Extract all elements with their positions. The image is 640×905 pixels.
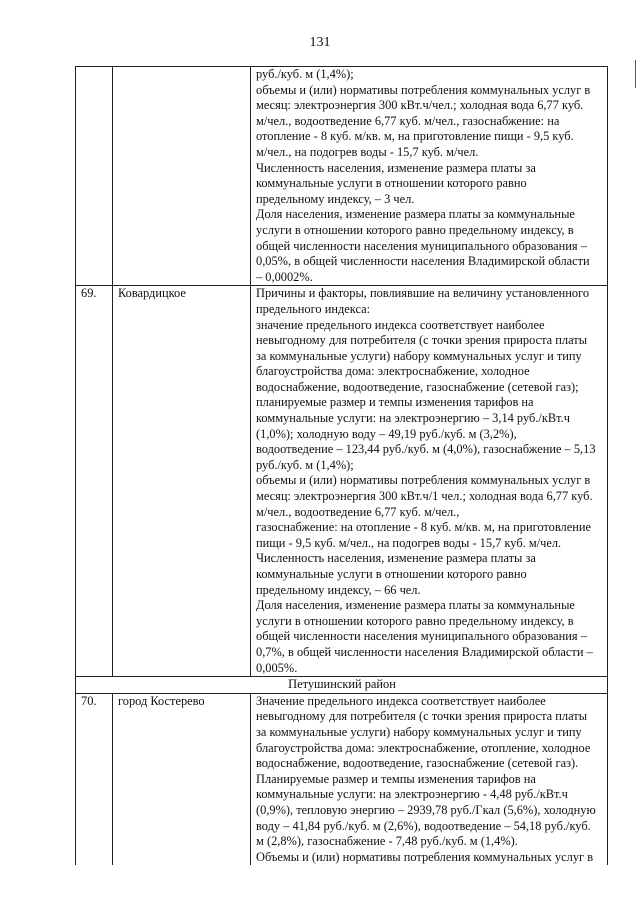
text-line: благоустройства дома: электроснабжение, холодное [256,364,530,379]
section-title: Петушинский район [76,677,608,694]
text-line: коммунальные услуги: на электроэнергию - 4,48 руб./кВт.ч [256,787,568,802]
text-line: м/чел., на подогрев воды - 15,7 куб. м/чел. [256,144,479,159]
text-line: месяц: электроэнергия 300 кВт.ч/чел.; холодная вода 6,77 куб. [256,98,584,113]
text-line: за коммунальные услуги) набору коммунальных услуг и типу [256,724,582,739]
text-line: предельного индекса: [256,301,371,316]
municipality-name: город Костерево [113,693,251,865]
text-line: предельному индексу, – 3 чел. [256,191,415,206]
text-line: (0,9%), тепловую энергию – 2939,78 руб./Гкал (5,6%), холодную [256,802,596,817]
text-line: Объемы и (или) нормативы потребления коммунальных услуг в [256,849,594,864]
text-line: Значение предельного индекса соответствует наиболее [256,693,546,708]
municipality-name: Ковардицкое [113,286,251,677]
text-line: Численность населения, изменение размера платы за [256,551,536,566]
text-line: коммунальные услуги в отношении которого равно [256,567,527,581]
text-line: м/чел., водоотведение 6,77 куб. м/чел., [256,504,460,519]
text-line: водоснабжение, водоотведение, газоснабжение (сетевой газ); [256,379,579,394]
text-line: Планируемые размер и темпы изменения тарифов на [256,771,536,786]
text-line: планируемые размер и темпы изменения тарифов на [256,395,534,410]
text-line: за коммунальные услуги) набору коммунальных услуг и типу [256,348,582,363]
text-line: м/чел., водоотведение 6,77 куб. м/чел., газоснабжение: на [256,113,560,128]
text-line: общей численности населения муниципального образования – [256,238,587,253]
tariff-table [75,66,608,865]
text-line: руб./куб. м (1,4%); [256,67,354,81]
text-line: Доля населения, изменение размера платы за коммунальные [256,598,575,613]
text-line: 0,05%, в общей численности населения Владимирской области [256,254,590,269]
text-line: месяц: электроэнергия 300 кВт.ч/1 чел.; холодная вода 6,77 куб. [256,489,593,504]
text-line: объемы и (или) нормативы потребления коммунальных услуг в [256,82,591,97]
page-number: 131 [309,35,331,50]
margin-mark [635,60,636,88]
text-line: невыгодному для потребителя (с точки зрения прироста платы [256,333,588,348]
row-description [251,693,608,865]
text-line: 0,005%. [256,660,298,675]
section-row [76,677,608,694]
text-line: общей численности населения муниципального образования – [256,629,587,644]
text-line: объемы и (или) нормативы потребления коммунальных услуг в [256,473,591,488]
text-line: отопление - 8 куб. м/кв. м, на приготовление пищи - 9,5 куб. [256,129,574,144]
municipality-name [113,67,251,286]
text-line: коммунальные услуги: на электроэнергию – 3,14 руб./кВт.ч [256,411,570,426]
text-line: водоснабжение, водоотведение, газоснабжение (сетевой газ). [256,756,579,771]
text-line: газоснабжение: на отопление - 8 куб. м/кв. м, на приготовление [256,520,591,535]
text-line: 0,7%, в общей численности населения Владимирской области – [256,644,593,659]
text-line: невыгодному для потребителя (с точки зрения прироста платы [256,709,588,724]
text-line: м (2,8%), газоснабжение - 7,48 руб./куб. м (1,4%). [256,834,518,849]
text-line: пищи - 9,5 куб. м/чел., на подогрев воды - 15,7 куб. м/чел. [256,535,562,550]
text-line: – 0,0002%. [256,269,313,284]
text-line: Численность населения, изменение размера платы за [256,160,536,175]
text-line: (1,0%); холодную воду – 49,19 руб./куб. м (3,2%), [256,426,517,441]
text-line: руб./куб. м (1,4%); [256,457,354,472]
text-line: предельному индексу, – 66 чел. [256,582,421,597]
text-line: Причины и факторы, повлиявшие на величину установленного [256,286,590,301]
row-description [251,67,608,286]
text-line: коммунальные услуги в отношении которого равно [256,176,527,191]
text-line: воду – 41,84 руб./куб. м (2,6%), водоотведение – 54,18 руб./куб. [256,818,591,833]
table-row [76,693,608,865]
text-line: услуги в отношении которого равно предельному индексу, в [256,613,574,628]
row-number: 70. [76,693,113,865]
text-line: значение предельного индекса соответствует наиболее [256,317,545,332]
text-line: благоустройства дома: электроснабжение, отопление, холодное [256,740,591,755]
text-line: Доля населения, изменение размера платы за коммунальные [256,207,575,222]
table-row [76,67,608,286]
row-number: 69. [76,286,113,677]
text-line: услуги в отношении которого равно предельному индексу, в [256,222,574,237]
text-line: водоотведение – 123,44 руб./куб. м (4,0%), газоснабжение – 5,13 [256,442,596,457]
row-description [251,286,608,677]
row-number [76,67,113,286]
table-row [76,286,608,677]
